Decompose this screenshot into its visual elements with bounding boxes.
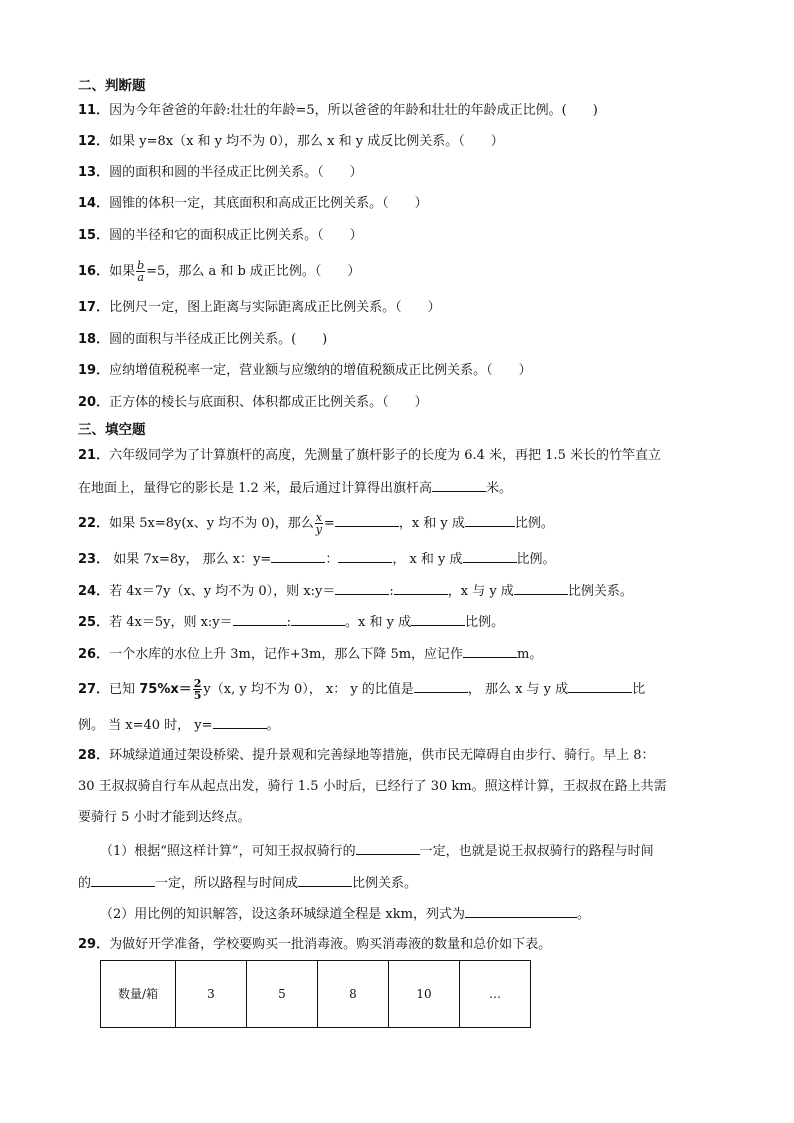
question-28-sub1-line2: 的 一定，所以路程与时间成 比例关系。 — [78, 872, 417, 894]
answer-blank[interactable] — [233, 611, 287, 626]
answer-blank[interactable] — [514, 580, 568, 595]
answer-blank[interactable] — [335, 580, 389, 595]
question-24: 24．若 4x＝7y（x、y 均不为 0），则 x:y＝ : ，x 与 y 成 比例关系。 — [78, 580, 633, 602]
table-cell: 3 — [176, 961, 247, 1028]
answer-blank[interactable] — [338, 548, 392, 563]
question-28-sub2: （2）用比例的知识解答，设这条环城绿道全程是 xkm，列式为 。 — [100, 903, 590, 925]
answer-blank[interactable] — [463, 643, 517, 658]
answer-blank[interactable] — [465, 512, 515, 527]
question-23: 23． 如果 7x=8y， 那么 x：y= ： ， x 和 y 成 比例。 — [78, 548, 556, 570]
answer-blank[interactable] — [463, 548, 517, 563]
answer-blank[interactable] — [411, 611, 465, 626]
answer-blank[interactable] — [356, 840, 420, 855]
question-29: 29．为做好开学准备，学校要购买一批消毒液。购买消毒液的数量和总价如下表。 — [78, 937, 552, 952]
table-cell: 5 — [247, 961, 318, 1028]
answer-blank[interactable] — [394, 580, 448, 595]
answer-blank[interactable] — [271, 548, 325, 563]
fraction-x-over-y: $\frac{x}{y}$ — [315, 511, 322, 536]
question-28-line3: 要骑行 5 小时才能到达终点。 — [78, 810, 251, 825]
question-15: 15．圆的半径和它的面积成正比例关系。（ ） — [78, 228, 363, 243]
question-28-line2: 30 王叔叔骑自行车从起点出发，骑行 1.5 小时后，已经行了 30 km。照这样计算，王叔叔在路上共需 — [78, 779, 667, 794]
question-21-line1: 21．六年级同学为了计算旗杆的高度，先测量了旗杆影子的长度为 6.4 米，再把 1.5 米长的竹竿直立 — [78, 448, 661, 463]
section-title-fill: 三、填空题 — [78, 422, 146, 438]
question-12: 12．如果 y=8x（x 和 y 均不为 0），那么 x 和 y 成反比例关系。（ ） — [78, 134, 504, 149]
question-19: 19．应纳增值税税率一定，营业额与应缴纳的增值税额成正比例关系。（ ） — [78, 363, 532, 378]
table-row — [101, 961, 531, 1028]
table-cell: … — [460, 961, 531, 1028]
quantity-price-table — [100, 960, 531, 1028]
question-20: 20．正方体的棱长与底面积、体积都成正比例关系。（ ） — [78, 395, 428, 410]
question-17: 17．比例尺一定，图上距离与实际距离成正比例关系。（ ） — [78, 300, 441, 315]
answer-blank[interactable] — [91, 872, 155, 887]
answer-blank[interactable] — [414, 678, 468, 693]
question-26: 26．一个水库的水位上升 3m，记作+3m，那么下降 5m，应记作 m。 — [78, 643, 542, 665]
question-28-sub1-line1: （1）根据“照这样计算”，可知王叔叔骑行的 一定，也就是说王叔叔骑行的路程与时间 — [100, 840, 654, 862]
table-cell: 10 — [389, 961, 460, 1028]
answer-blank[interactable] — [298, 872, 352, 887]
answer-blank[interactable] — [213, 714, 267, 729]
question-27-line2: 例。 当 x=40 时， y= 。 — [78, 714, 280, 736]
answer-blank[interactable] — [568, 678, 632, 693]
fraction-2-over-5: $\frac{2}{5}$ — [193, 677, 202, 702]
question-21-line2: 在地面上，量得它的影长是 1.2 米，最后通过计算得出旗杆高 米。 — [78, 477, 512, 499]
question-27-line1: 27．已知 75%x＝ $\frac{2}{5}$ y（x, y 均不为 0）， x： y 的比值是 ， 那么 x 与 y 成 比 — [78, 677, 646, 702]
question-25: 25．若 4x＝5y，则 x:y＝ : 。x 和 y 成 比例。 — [78, 611, 504, 633]
table-cell: 8 — [318, 961, 389, 1028]
question-22: 22．如果 5x=8y(x、y 均不为 0)，那么 $\frac{x}{y}$ = ，x 和 y 成 比例。 — [78, 511, 554, 536]
section-title-judge: 二、判断题 — [78, 78, 146, 94]
answer-blank[interactable] — [291, 611, 345, 626]
question-13: 13．圆的面积和圆的半径成正比例关系。（ ） — [78, 165, 363, 180]
question-28-line1: 28．环城绿道通过架设桥梁、提升景观和完善绿地等措施，供市民无障碍自由步行、骑行。早上 8： — [78, 748, 655, 763]
answer-blank[interactable] — [335, 512, 399, 527]
answer-blank[interactable] — [465, 903, 577, 918]
question-11: 11．因为今年爸爸的年龄:壮壮的年龄=5，所以爸爸的年龄和壮壮的年龄成正比例。( ) — [78, 103, 598, 118]
fraction-b-over-a: $\frac{b}{a}$ — [137, 259, 145, 284]
table-header-cell: 数量/箱 — [101, 961, 176, 1028]
answer-blank[interactable] — [432, 477, 486, 492]
question-18: 18．圆的面积与半径成正比例关系。( ) — [78, 332, 328, 347]
question-14: 14．圆锥的体积一定，其底面积和高成正比例关系。（ ） — [78, 196, 428, 211]
question-16: 16．如果 $\frac{b}{a}$ =5，那么 a 和 b 成正比例。（ ） — [78, 259, 361, 284]
